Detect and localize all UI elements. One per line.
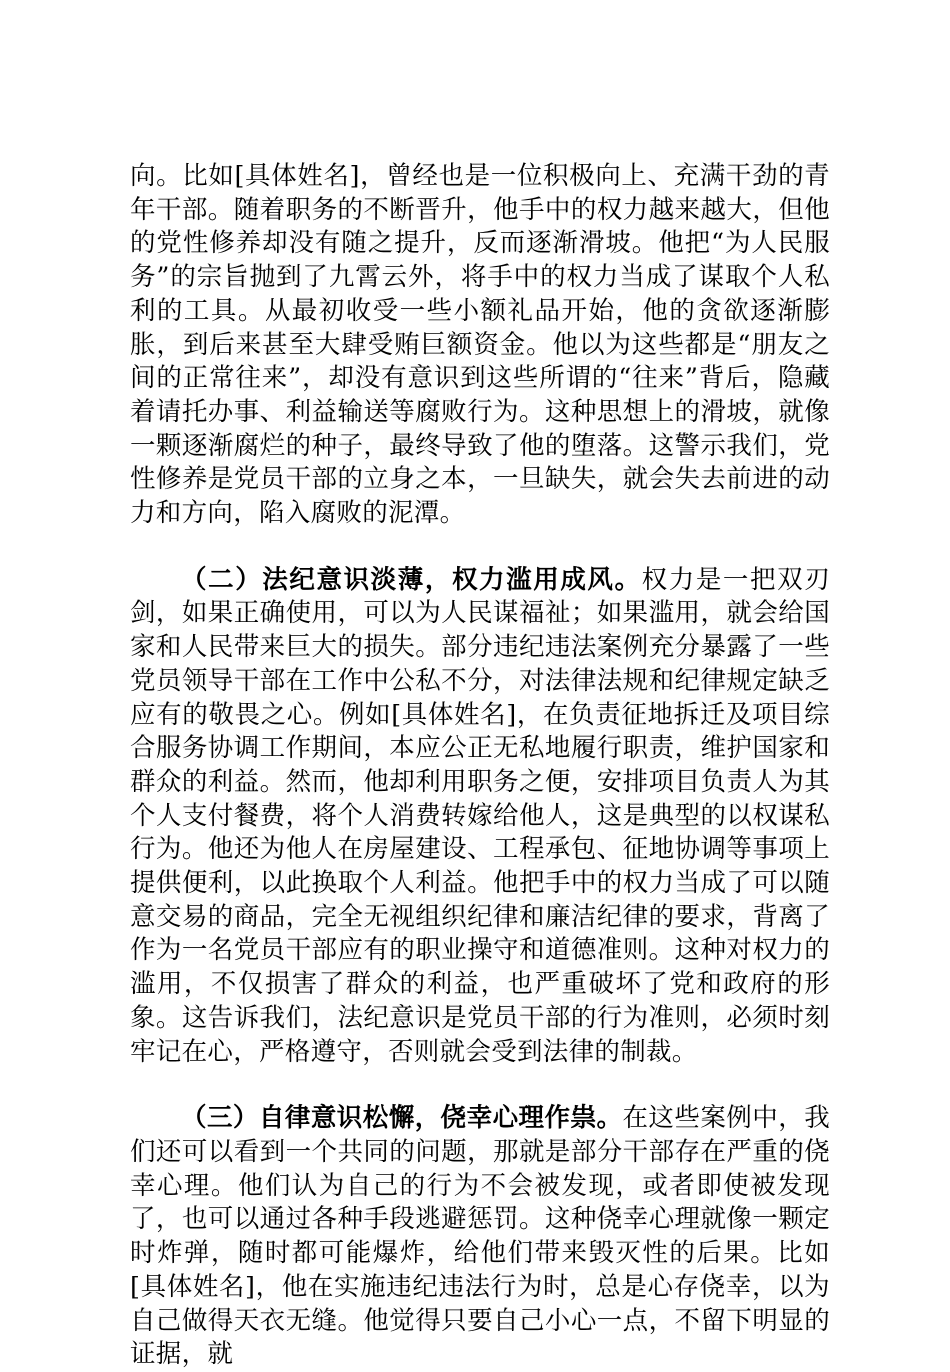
paragraph-section-3 xyxy=(130,1102,830,1372)
paragraph-text: 权力是一把双刃剑，如果正确使用，可以为人民谋福祉；如果滥用，就会给国家和人民带来巨大的损失。部分违纪违法案例充分暴露了一些党员领导干部在工作中公私不分，对法律法规和纪律规定缺乏应有的敬畏之心。例如[具体姓名]，在负责征地拆迁及项目综合服务协调工作期间，本应公正无私地履行职责，维护国家和群众的利益。然而，他却利用职务之便，安排项目负责人为其个人支付餐费，将个人消费转嫁给他人，这是典型的以权谋私行为。他还为他人在房屋建设、工程承包、征地协调等事项上提供便利，以此换取个人利益。他把手中的权力当成了可以随意交易的商品，完全无视组织纪律和廉洁纪律的要求，背离了作为一名党员干部应有的职业操守和道德准则。这种对权力的滥用，不仅损害了群众的利益，也严重破坏了党和政府的形象。这告诉我们，法纪意识是党员干部的行为准则，必须时刻牢记在心，严格遵守，否则就会受到法律的制裁。 xyxy=(130,564,830,1067)
paragraph-text: 在这些案例中，我们还可以看到一个共同的问题，那就是部分干部存在严重的侥幸心理。他们认为自己的行为不会被发现，或者即使被发现了，也可以通过各种手段逃避惩罚。这种侥幸心理就像一颗定时炸弹，随时都可能爆炸，给他们带来毁灭性的后果。比如[具体姓名]，他在实施违纪违法行为时，总是心存侥幸，以为自己做得天衣无缝。他觉得只要自己小心一点，不留下明显的证据，就 xyxy=(130,1103,830,1370)
paragraph-continuation xyxy=(130,160,830,531)
paragraph-section-2 xyxy=(130,564,830,1070)
document-page xyxy=(130,160,830,1372)
section-heading: （二）法纪意识淡薄，权力滥用成风。 xyxy=(181,564,642,595)
section-heading: （三）自律意识松懈，侥幸心理作祟。 xyxy=(181,1103,623,1134)
paragraph-text: 向。比如[具体姓名]，曾经也是一位积极向上、充满干劲的青年干部。随着职务的不断晋升，他手中的权力越来越大，但他的党性修养却没有随之提升，反而逐渐滑坡。他把“为人民服务”的宗旨抛到了九霄云外，将手中的权力当成了谋取个人私利的工具。从最初收受一些小额礼品开始，他的贪欲逐渐膨胀，到后来甚至大肆受贿巨额资金。他以为这些都是“朋友之间的正常往来”，却没有意识到这些所谓的“往来”背后，隐藏着请托办事、利益输送等腐败行为。这种思想上的滑坡，就像一颗逐渐腐烂的种子，最终导致了他的堕落。这警示我们，党性修养是党员干部的立身之本，一旦缺失，就会失去前进的动力和方向，陷入腐败的泥潭。 xyxy=(130,161,830,529)
